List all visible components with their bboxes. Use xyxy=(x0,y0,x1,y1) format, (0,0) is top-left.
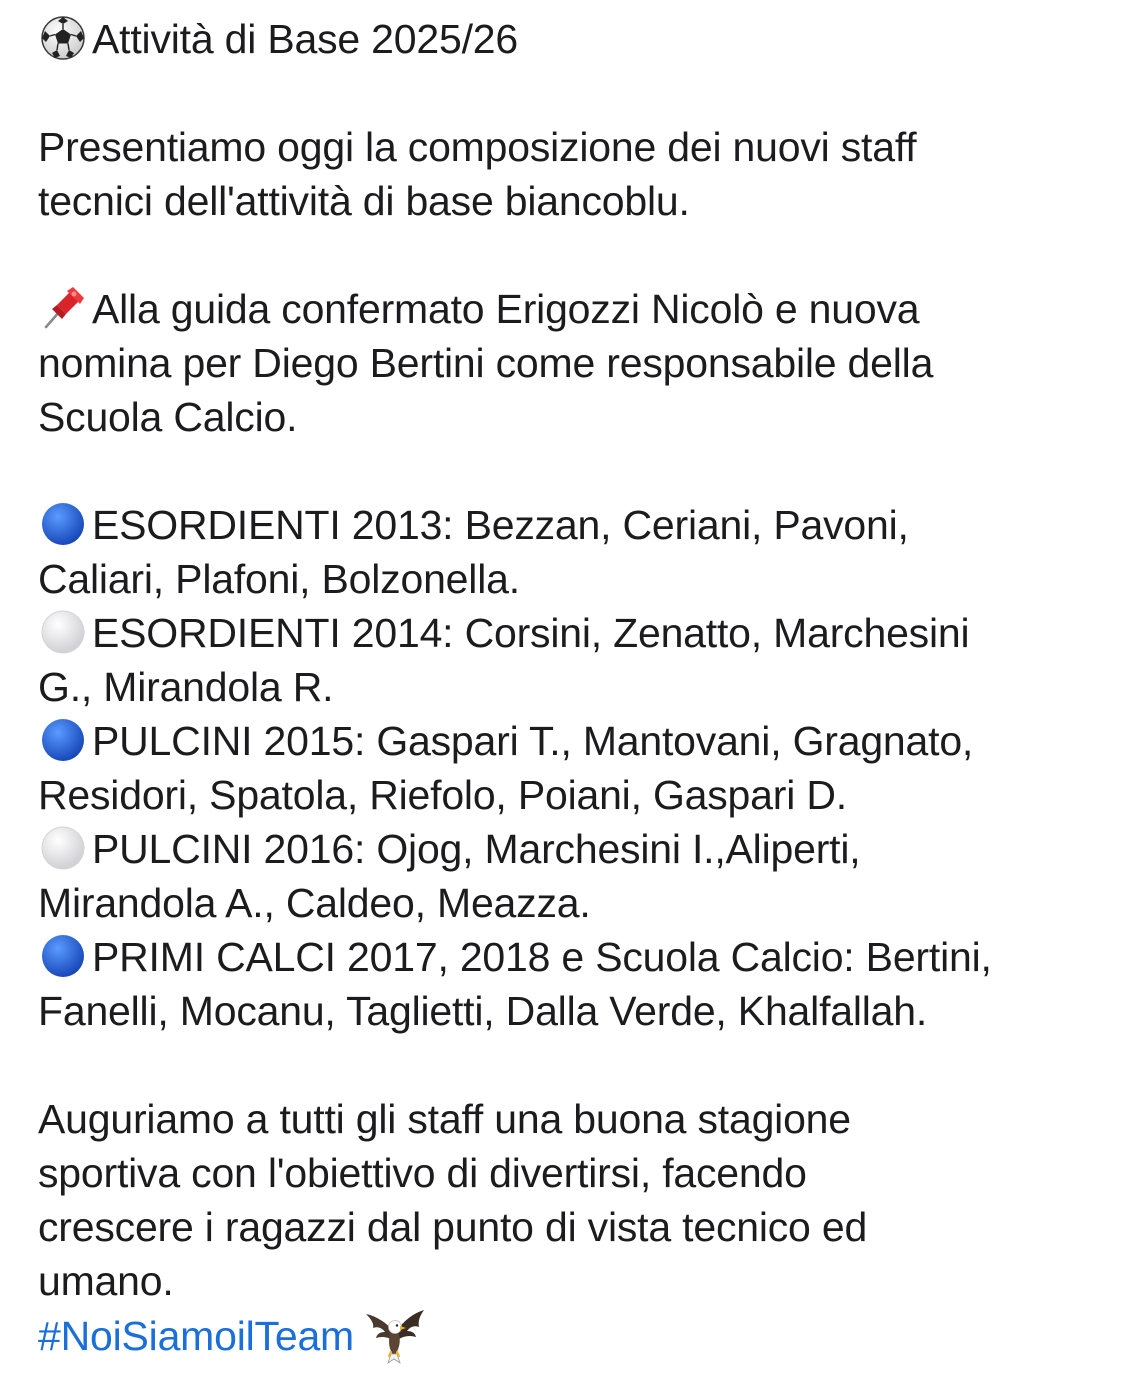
hashtag-link[interactable]: #NoiSiamoilTeam xyxy=(38,1313,355,1359)
team-pulcini-2015 xyxy=(38,714,1108,768)
white-circle-icon xyxy=(38,823,92,869)
closing-line-4: umano. xyxy=(38,1258,174,1304)
blue-circle-icon xyxy=(38,931,92,977)
team-line-text: PULCINI 2015: Gaspari T., Mantovani, Gragnato, xyxy=(92,718,974,764)
team-pulcini-2016 xyxy=(38,822,1108,876)
post-title-text: Attività di Base 2025/26 xyxy=(92,16,518,62)
closing-line-1: Auguriamo a tutti gli staff una buona stagione xyxy=(38,1096,851,1142)
hashtag-line xyxy=(38,1308,1108,1362)
team-esordienti-2013 xyxy=(38,498,1108,552)
team-primi-calci-cont: Fanelli, Mocanu, Taglietti, Dalla Verde, Khalfallah. xyxy=(38,988,928,1034)
team-pulcini-2015-cont: Residori, Spatola, Riefolo, Poiani, Gaspari D. xyxy=(38,772,847,818)
team-line-text: ESORDIENTI 2014: Corsini, Zenatto, Marchesini xyxy=(92,610,970,656)
leaders-line-3: Scuola Calcio. xyxy=(38,394,298,440)
pushpin-icon xyxy=(38,283,92,329)
soccer-ball-icon xyxy=(38,13,92,59)
team-esordienti-2013-cont: Caliari, Plafoni, Bolzonella. xyxy=(38,556,520,602)
leaders-line-1-text: Alla guida confermato Erigozzi Nicolò e nuova xyxy=(92,286,920,332)
team-primi-calci xyxy=(38,930,1108,984)
blue-circle-icon xyxy=(38,499,92,545)
white-circle-icon xyxy=(38,607,92,653)
team-esordienti-2014 xyxy=(38,606,1108,660)
team-line-text: PRIMI CALCI 2017, 2018 e Scuola Calcio: Bertini, xyxy=(92,934,992,980)
team-esordienti-2014-cont: G., Mirandola R. xyxy=(38,664,334,710)
leaders-line-2: nomina per Diego Bertini come responsabile della xyxy=(38,340,934,386)
intro-line-1: Presentiamo oggi la composizione dei nuovi staff xyxy=(38,124,917,170)
team-line-text: ESORDIENTI 2013: Bezzan, Ceriani, Pavoni, xyxy=(92,502,909,548)
team-line-text: PULCINI 2016: Ojog, Marchesini I.,Aliperti, xyxy=(92,826,861,872)
post-body xyxy=(38,12,1108,1362)
leaders-line-1 xyxy=(38,282,1108,336)
blue-circle-icon xyxy=(38,715,92,761)
closing-line-3: crescere i ragazzi dal punto di vista tecnico ed xyxy=(38,1204,868,1250)
team-pulcini-2016-cont: Mirandola A., Caldeo, Meazza. xyxy=(38,880,591,926)
intro-line-2: tecnici dell'attività di base biancoblu. xyxy=(38,178,690,224)
closing-line-2: sportiva con l'obiettivo di divertirsi, facendo xyxy=(38,1150,807,1196)
post-title xyxy=(38,12,1108,66)
eagle-icon xyxy=(364,1308,426,1364)
